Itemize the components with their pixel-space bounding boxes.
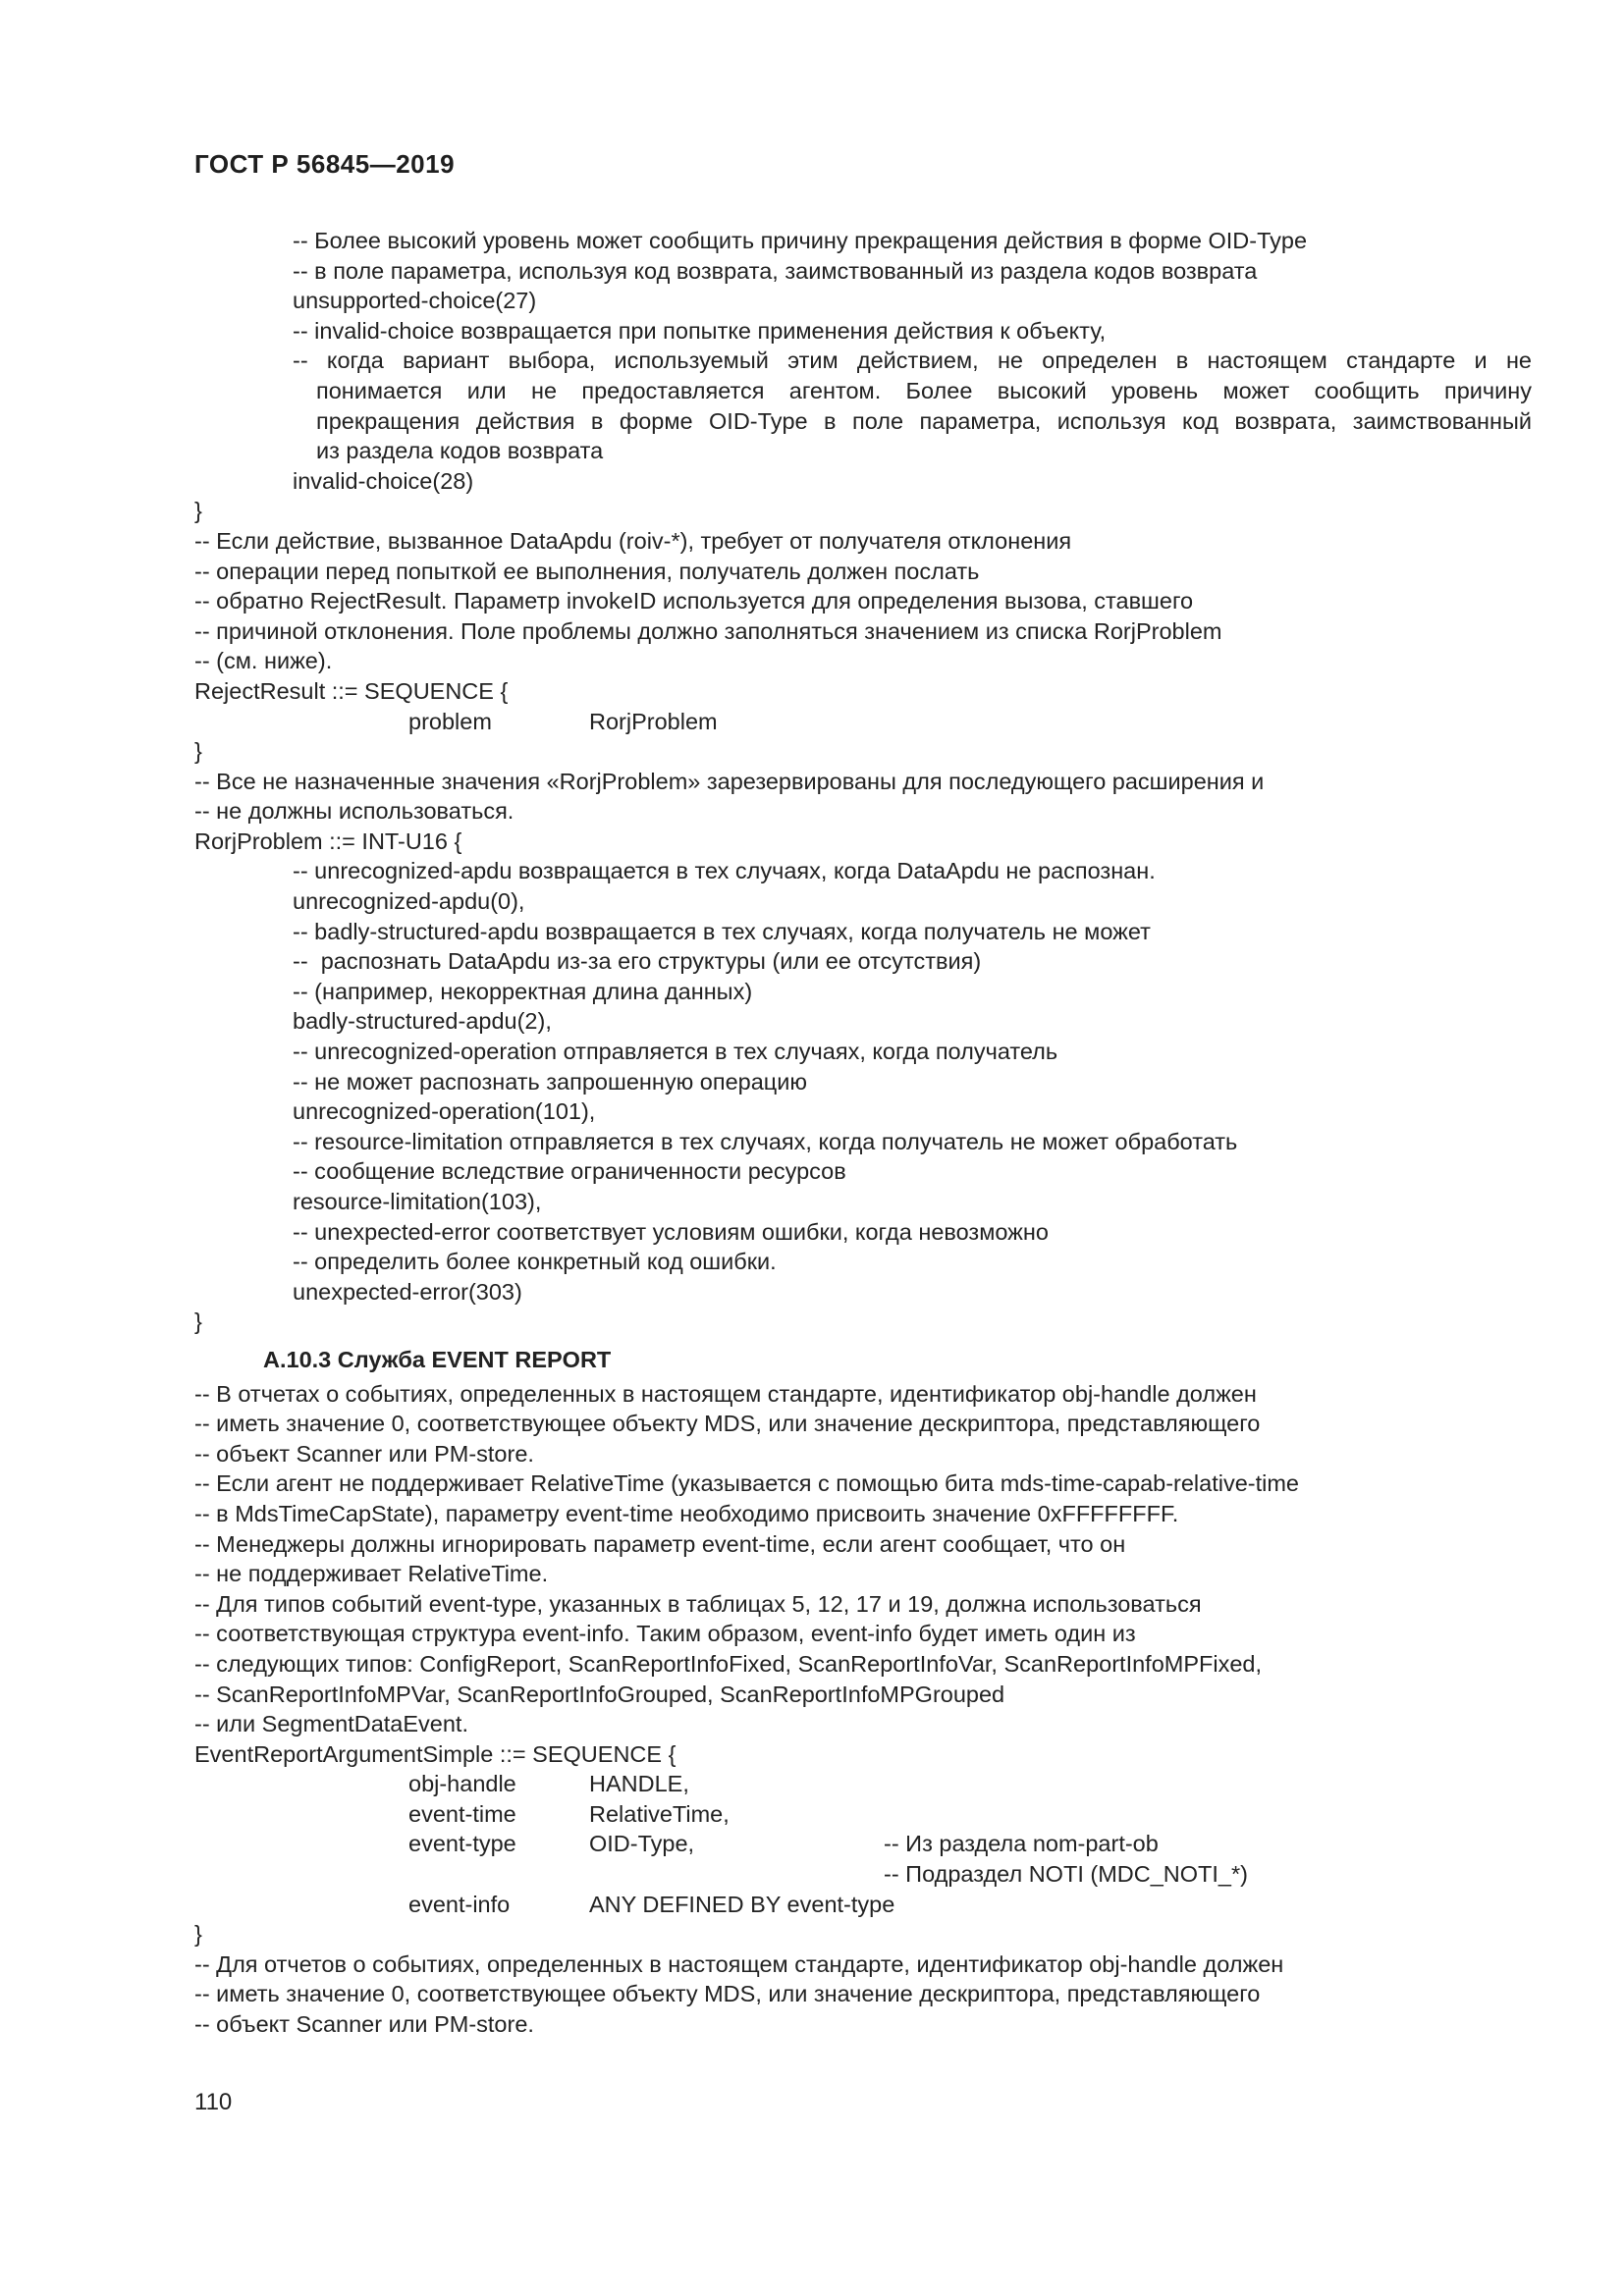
- code-line: invalid-choice(28): [293, 467, 474, 494]
- text-line: -- или SegmentDataEvent.: [194, 1711, 468, 1737]
- text-line: -- invalid-choice возвращается при попытке применения действия к объекту,: [293, 317, 1107, 344]
- text-line: -- иметь значение 0, соответствующее объекту MDS, или значение дескриптора, представляющего: [194, 1981, 1261, 2007]
- text-line: из раздела кодов возврата: [316, 438, 604, 464]
- text-line: -- обратно RejectResult. Параметр invokeID используется для определения вызова, ставшего: [194, 588, 1194, 614]
- field-name: obj-handle: [408, 1771, 516, 1797]
- code-line: RorjProblem ::= INT-U16 {: [194, 828, 462, 854]
- sequence-field-row: [194, 1799, 1530, 1830]
- text-line: понимается или не предоставляется агентом. Более высокий уровень может сообщить причину: [316, 377, 1532, 403]
- field-type: ANY DEFINED BY event-type: [589, 1891, 895, 1917]
- code-line: RejectResult ::= SEQUENCE {: [194, 677, 509, 704]
- text-line: -- причиной отклонения. Поле проблемы должно заполняться значением из списка RorjProblem: [194, 617, 1222, 644]
- text-line: -- unexpected-error соответствует условиям ошибки, когда невозможно: [293, 1218, 1049, 1245]
- text-line: -- в MdsTimeCapState), параметру event-time необходимо присвоить значение 0xFFFFFFFF.: [194, 1500, 1179, 1526]
- code-line: unrecognized-operation(101),: [293, 1098, 596, 1125]
- field-type: RorjProblem: [589, 708, 718, 734]
- text-line: прекращения действия в форме OID-Type в поле параметра, используя код возврата, заимствованный: [316, 407, 1532, 434]
- sequence-field-row: [194, 1890, 1530, 1920]
- field-name: event-info: [408, 1891, 511, 1917]
- text-line: -- ScanReportInfoMPVar, ScanReportInfoGrouped, ScanReportInfoMPGrouped: [194, 1681, 1005, 1707]
- text-line: -- unrecognized-operation отправляется в тех случаях, когда получатель: [293, 1039, 1058, 1065]
- text-line: -- (см. ниже).: [194, 648, 333, 674]
- sequence-field-row: [194, 1769, 1530, 1799]
- field-name: event-time: [408, 1800, 516, 1827]
- text-line: -- иметь значение 0, соответствующее объекту MDS, или значение дескриптора, представляющего: [194, 1411, 1261, 1437]
- text-line: [194, 346, 1532, 376]
- text-line-content: когда вариант выбора, используемый этим действием, не определен в настоящем стандарте и не: [326, 347, 1532, 374]
- text-line: -- соответствующая структура event-info. Таким образом, event-info будет иметь один из: [194, 1621, 1136, 1647]
- text-line: -- Если действие, вызванное DataApdu (roiv-*), требует от получателя отклонения: [194, 527, 1072, 554]
- field-type: RelativeTime,: [589, 1800, 730, 1827]
- code-line: }: [194, 1308, 202, 1335]
- text-line: -- Если агент не поддерживает RelativeTime (указывается с помощью бита mds-time-capab-relative-time: [194, 1470, 1300, 1497]
- text-line: -- (например, некорректная длина данных): [293, 978, 753, 1004]
- field-type: OID-Type,: [589, 1831, 695, 1857]
- text-line: -- не поддерживает RelativeTime.: [194, 1561, 549, 1587]
- field-name: problem: [408, 708, 492, 734]
- text-line: -- не должны использоваться.: [194, 798, 514, 825]
- text-line: -- операции перед попыткой ее выполнения, получатель должен послать: [194, 558, 980, 584]
- code-line: resource-limitation(103),: [293, 1189, 542, 1214]
- text-line: -- распознать DataApdu из-за его структуры (или ее отсутствия): [293, 948, 982, 975]
- text-line: -- Все не назначенные значения «RorjProblem» зарезервированы для последующего расширения и: [194, 768, 1265, 794]
- sequence-field-row: [194, 1859, 1530, 1890]
- text-line: -- В отчетах о событиях, определенных в настоящем стандарте, идентификатор obj-handle должен: [194, 1380, 1257, 1407]
- text-line: -- сообщение вследствие ограниченности ресурсов: [293, 1158, 846, 1185]
- code-line: badly-structured-apdu(2),: [293, 1008, 552, 1035]
- text-line: -- Менеджеры должны игнорировать параметр event-time, если агент сообщает, что он: [194, 1530, 1126, 1557]
- text-line: -- Для отчетов о событиях, определенных в настоящем стандарте, идентификатор obj-handle должен: [194, 1950, 1284, 1977]
- section-heading: А.10.3 Служба EVENT REPORT: [263, 1346, 612, 1372]
- code-line: unsupported-choice(27): [293, 288, 537, 314]
- text-line: -- Более высокий уровень может сообщить причину прекращения действия в форме OID-Type: [293, 228, 1308, 253]
- dash-marker: --: [293, 347, 308, 374]
- sequence-field-row: [194, 1829, 1530, 1859]
- text-line: -- resource-limitation отправляется в тех случаях, когда получатель не может обработать: [293, 1128, 1238, 1154]
- field-type: HANDLE,: [589, 1771, 689, 1797]
- code-line: unexpected-error(303): [293, 1278, 522, 1305]
- text-line: -- в поле параметра, используя код возврата, заимствованный из раздела кодов возврата: [293, 257, 1258, 284]
- document-body: [194, 226, 1530, 2040]
- field-comment: -- Подраздел NOTI (MDC_NOTI_*): [884, 1861, 1248, 1888]
- text-line: -- Для типов событий event-type, указанных в таблицах 5, 12, 17 и 19, должна использоваться: [194, 1590, 1202, 1617]
- document-header-standard: ГОСТ Р 56845—2019: [194, 149, 456, 179]
- code-line: }: [194, 498, 202, 524]
- text-line: -- не может распознать запрошенную операцию: [293, 1068, 807, 1095]
- page-number: 110: [194, 2089, 233, 2115]
- code-line: unrecognized-apdu(0),: [293, 888, 525, 915]
- text-line: -- badly-structured-apdu возвращается в тех случаях, когда получатель не может: [293, 918, 1151, 944]
- text-line: -- объект Scanner или PM-store.: [194, 2011, 534, 2038]
- code-line: }: [194, 1921, 202, 1948]
- code-line: }: [194, 738, 202, 765]
- text-line: -- следующих типов: ConfigReport, ScanReportInfoFixed, ScanReportInfoVar, ScanReportInfoMPFixed,: [194, 1650, 1263, 1677]
- field-name: event-type: [408, 1831, 516, 1857]
- code-line: EventReportArgumentSimple ::= SEQUENCE {: [194, 1740, 677, 1767]
- text-line: -- определить более конкретный код ошибки.: [293, 1249, 777, 1275]
- text-line: -- unrecognized-apdu возвращается в тех случаях, когда DataApdu не распознан.: [293, 858, 1156, 884]
- text-line: -- объект Scanner или PM-store.: [194, 1440, 534, 1467]
- sequence-field-row: [194, 707, 1530, 737]
- field-comment: -- Из раздела nom-part-ob: [884, 1831, 1159, 1857]
